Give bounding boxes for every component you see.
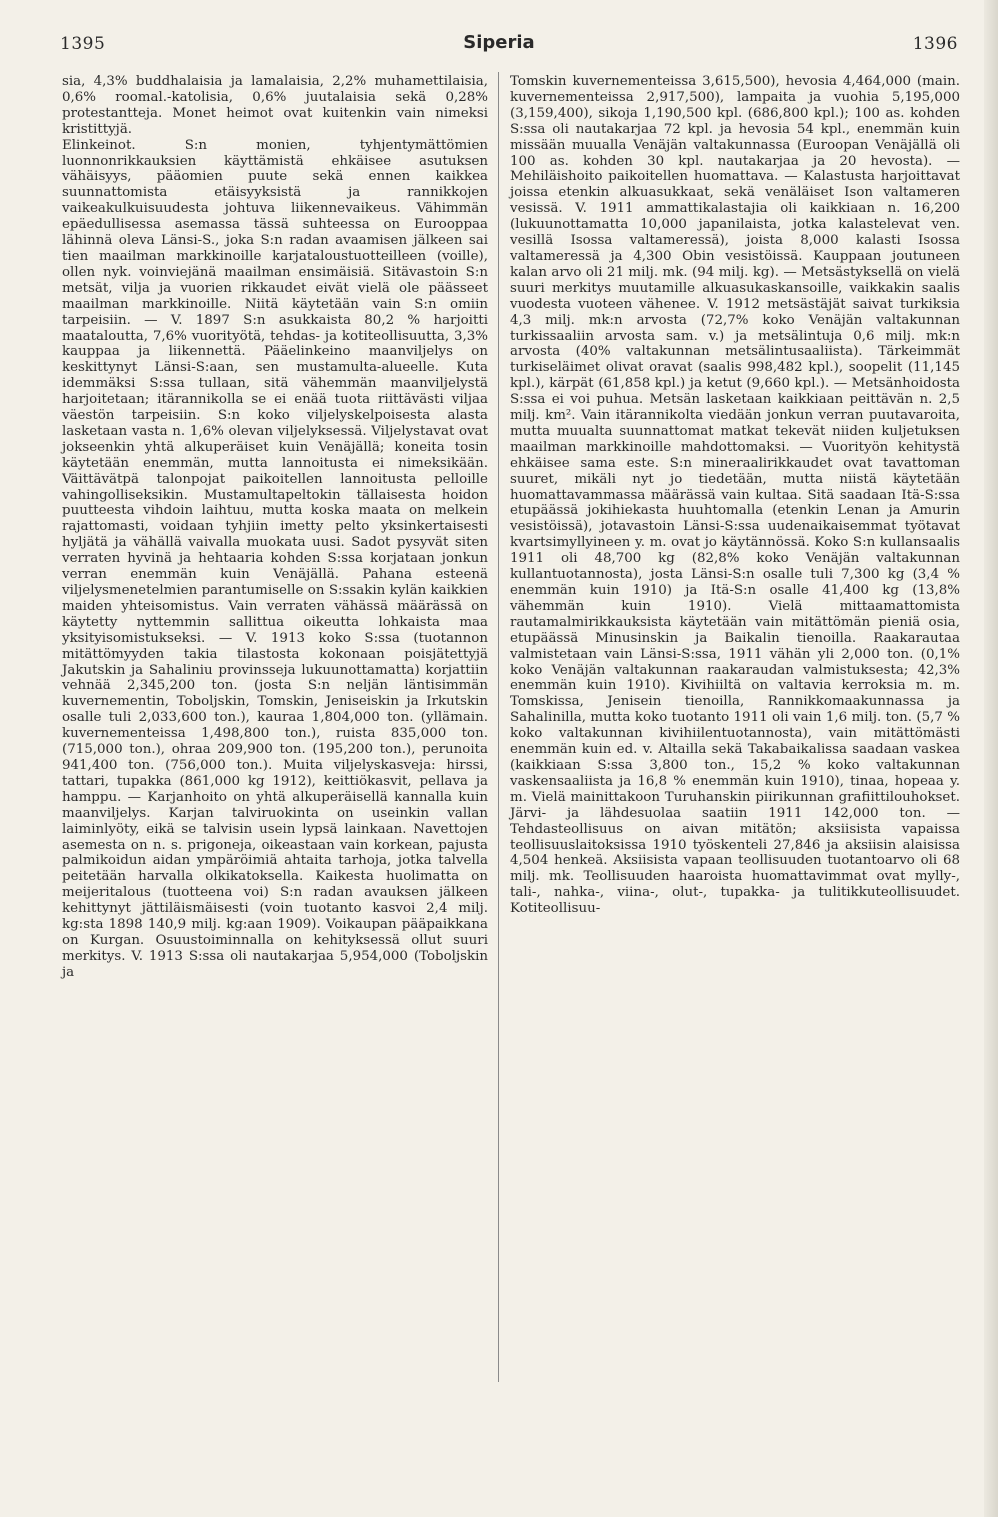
right-column-text: Tomskin kuvernementeissa 3,615,500), hevosia 4,464,000 (main. kuvernementeissa 2,917,500), lampaita ja vuohia 5,195,000 (3,159,400), sikoja 1,190,500 kpl. (686,800 kpl.); 100 as. kohden S:ssa oli nautakarjaa 72 kpl. ja hevosia 54 kpl., enemmän kuin missään muualla Venäjän valtakunnassa (Euroopan Venäjällä oli 100 as. kohden 30 kpl. nautakarjaa ja 20 hevosta). — Mehiläishoito paikoitellen huomattava. — Kalastusta harjoittavat joissa etenkin alkuasukkaat, sekä venäläiset Ison valtameren vesissä. V. 1911 ammattikalastajia oli kaikkiaan n. 16,200 (lukuunottamatta 10,000 japanilaista, jotka kalastelevat ven. vesillä Isossa valtameressä), joista 8,000 kalasti Isossa valtameressä ja 4,300 Obin vesistöissä. Kauppaan joutuneen kalan arvo oli 21 milj. mk. (94 milj. kg). — Metsästyksellä on vielä suuri merkitys muutamille alkuasukaskansoille, vaikkakin saalis vuodesta vuoteen vähenee. V. 1912 metsästäjät saivat turkiksia 4,3 milj. mk:n arvosta (72,7% koko Venäjän valtakunnan turkissaaliin arvosta sam. v.) ja metsälintuja 0,6 milj. mk:n arvosta (40% valtakunnan metsälintusaaliista). Tärkeimmät turkiseläimet olivat oravat (saalis 998,482 kpl.), soopelit (11,145 kpl.), kärpät (61,858 kpl.) ja ketut (9,660 kpl.). — Metsänhoidosta S:ssa ei voi puhua. Metsän lasketaan kaikkiaan peittävän n. 2,5 milj. km². Vain itärannikolta viedään jonkun verran puutavaroita, mutta muualta suunnattomat matkat tekevät niiden kuljetuksen maailman markkinoille mahdottomaksi. — Vuorityön kehitystä ehkäisee sama este. S:n mineraalirikkaudet ovat tavattoman suuret, mikäli nyt jo tiedetään, mutta niistä käytetään huomattavammassa määrässä vain kultaa. Sitä saadaan Itä-S:ssa etupäässä jokihiekasta huuhtomalla (etenkin Lenan ja Amurin vesistöissä), jotavastoin Länsi-S:ssa uudenaikaisemmat työtavat kvartsimyllyineen y. m. ovat jo käytännössä. Koko S:n kullansaalis 1911 oli 48,700 kg (82,8% koko Venäjän valtakunnan kullantuotannosta), josta Länsi-S:n osalle tuli 7,300 kg (3,4 % enemmän kuin 1910) ja Itä-S:n osalle 41,400 kg (13,8% vähemmän kuin 1910). Vielä mittaamattomista rautamalmirikkauksista käytetään vain mitättömän pieniä osia, etupäässä Minusinskin ja Baikalin tienoilla. Raakarautaa valmistetaan vain Länsi-S:ssa, 1911 vähän yli 2,000 ton. (0,1% koko Venäjän valtakunnan raakaraudan valmistuksesta; 42,3% enemmän kuin 1910). Kivihiiltä on valtavia kerroksia m. m. Tomskissa, Jenisein tienoilla, Rannikkomaakunnassa ja Sahalinilla, mutta koko tuotanto 1911 oli vain 1,6 milj. ton. (5,7 % koko valtakunnan kivihiilentuotannosta), vain mitättömästi enemmän kuin ed. v. Altailla sekä Takabaikalissa saadaan vaskea (kaikkiaan S:ssa 3,800 ton., 15,2 % koko valtakunnan vaskensaaliista ja 16,8 % enemmän kuin 1910), tinaa, hopeaa y. m. Vielä mainittakoon Turuhanskin piirikunnan grafiittilouhokset. Järvi- ja lähdesuolaa saatiin 1911 142,000 ton. — Tehdasteollisuus on aivan mitätön; aksiisista vapaissa teollisuuslaitoksissa 1910 työskenteli 27,846 ja aksiisin alaisissa 4,504 henkeä. Aksiisista vapaan teollisuuden tuotantoarvo oli 68 milj. mk. Teollisuuden haaroista huomattavimmat ovat mylly-, tali-, nahka-, viina-, olut-, tupakka- ja tulitikkuteollisuudet. Kotiteollisuu- (510, 74, 960, 917)
left-column-text: Elinkeinot. S:n monien, tyhjentymättömien luonnonrikkauksien käyttämistä ehkäisee asutuksen vähäisyys, pääomien puute sekä ennen kaikkea suunnattomista etäisyyksistä ja rannikkojen vaikeakulkuisuudesta johtuva liikennevaikeus. Vähimmän epäedullisessa asemassa tässä suhteessa on Eurooppaa lähinnä oleva Länsi-S., joka S:n radan avaamisen jälkeen sai tien maailman markkinoille karjataloustuotteilleen (voille), ollen nyk. voinviejänä maailman ensimäisiä. Sitävastoin S:n metsät, vilja ja vuorien rikkaudet eivät vielä ole päässeet maailman markkinoille. Niitä käytetään vain S:n omiin tarpeisiin. — V. 1897 S:n asukkaista 80,2 % harjoitti maataloutta, 7,6% vuorityötä, tehdas- ja kotiteollisuutta, 3,3% kauppaa ja liikennettä. Pääelinkeino maanviljelys on keskittynyt Länsi-S:aan, sen mustamulta-alueelle. Kuta idemmäksi S:ssa tullaan, sitä vähemmän maanviljelystä harjoitetaan; itärannikolla se ei enää tuota riittävästi viljaa väestön tarpeisiin. S:n koko viljelyskelpoisesta alasta lasketaan vasta n. 1,6% olevan viljelyksessä. Viljelystavat ovat jokseenkin yhtä alkuperäiset kuin Venäjällä; koneita tosin käytetään enemmän, mutta lannoitusta ei nimeksikään. Väittävätpä talonpojat paikoitellen lannoitusta pelloille vahingolliseksikin. Mustamultapeltokin tällaisesta hoidon puutteesta vihdoin laihtuu, mutta koska maata on melkein rajattomasti, voidaan tyhjiin imetty pelto yksinkertaisesti hyljätä ja vähällä vaivalla muokata uusi. Sadot pysyvät siten verraten hyvinä ja hehtaaria kohden S:ssa korjataan jonkun verran enemmän kuin Venäjällä. Pahana esteenä viljelysmenetelmien parantumiselle on S:ssakin kylän kaikkien maiden yhteisomistus. Vain verraten vähässä määrässä on käytetty nyttemmin sallittua oikeutta lohkaista maa yksityisomistukseksi. — V. 1913 koko S:ssa (tuotannon mitättömyyden takia tilastosta kokonaan poisjätettyjä Jakutskin ja Sahaliniu provinsseja lukuunottamatta) korjattiin vehnää 2,345,200 ton. (josta S:n neljän läntisimmän kuvernementin, Toboljskin, Tomskin, Jeniseiskin ja Irkutskin osalle tuli 2,033,600 ton.), kauraa 1,804,000 ton. (yllämain. kuvernementeissa 1,498,800 ton.), ruista 835,000 ton. (715,000 ton.), ohraa 209,900 ton. (195,200 ton.), perunoita 941,400 ton. (756,000 ton.). Muita viljelyskasveja: hirssi, tattari, tupakka (861,000 kg 1912), keittiökasvit, pellava ja hamppu. — Karjanhoito on yhtä alkuperäisellä kannalla kuin maanviljelys. Karjan talviruokinta on useinkin vallan laiminlyöty, eikä se talvisin usein lypsä lainkaan. Navettojen asemesta on n. s. prigoneja, oikeastaan vain korkean, pajusta palmikoidun aidan ympäröimiä ahtaita tarhoja, jotka talvella peitetään harvalla olkikatoksella. Kaikesta huolimatta on meijeritalous (tuotteena voi) S:n radan avauksen jälkeen kehittynyt jättiläismäisesti (voin tuotanto kasvoi 2,4 milj. kg:sta 1898 140,9 milj. kg:aan 1909). Voikaupan pääpaikkana on Kurgan. Osuustoiminnalla on kehityksessä ollut suuri merkitys. V. 1913 S:ssa oli nautakarjaa 5,954,000 (Toboljskin ja (62, 137, 488, 980)
right-text-column (510, 74, 960, 917)
page-edge-scan (984, 0, 998, 1517)
right-page-number: 1396 (912, 34, 958, 54)
left-column-text: sia, 4,3% buddhalaisia ja lamalaisia, 2,2% muhamettilaisia, 0,6% roomal.-katolisia, 0,6% juutalaisia sekä 0,28% protestantteja. Monet heimot ovat kuitenkin vain nimeksi kristittyjä. (62, 74, 488, 137)
left-page-number: 1395 (60, 34, 106, 54)
left-text-column (62, 74, 488, 981)
running-head-title: Siperia (463, 32, 535, 53)
column-divider (498, 72, 499, 1382)
